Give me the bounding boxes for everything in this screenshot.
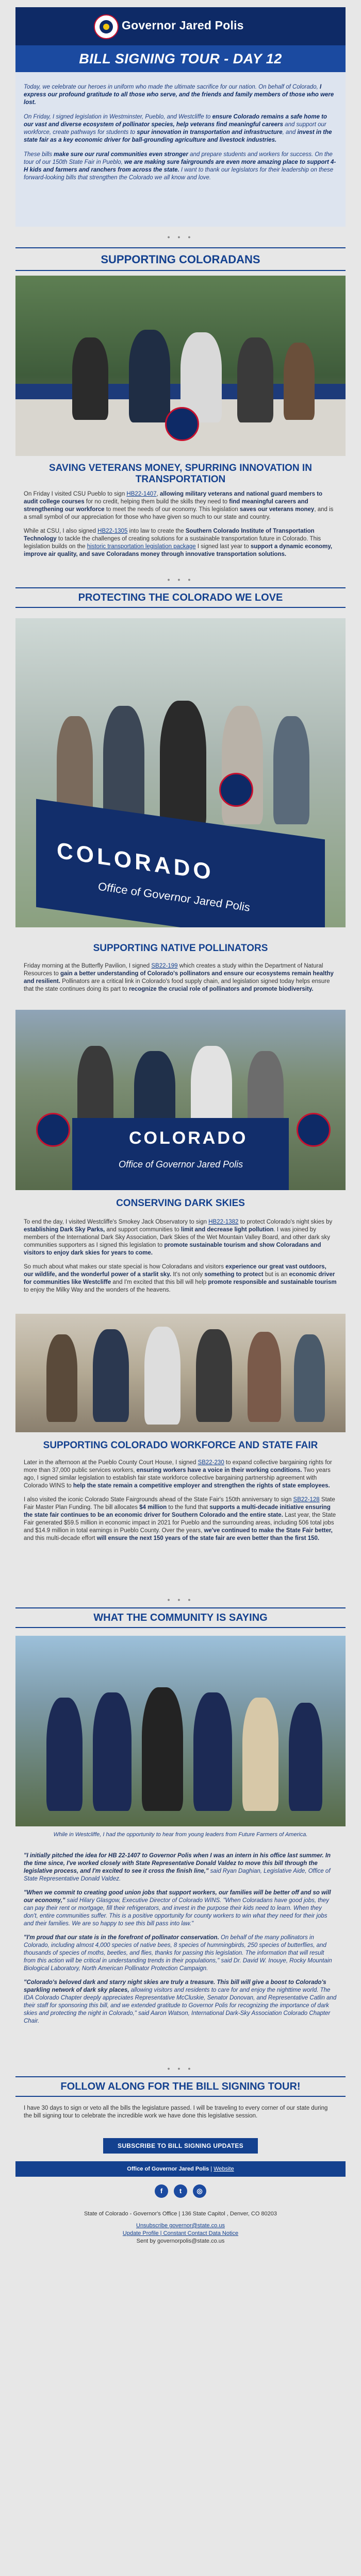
community-quotes	[24, 1852, 337, 2031]
website-link[interactable]: Website	[214, 2166, 234, 2172]
twitter-icon[interactable]: t	[174, 2184, 187, 2198]
divider-dots: ● ● ●	[167, 2066, 194, 2071]
state-fair-text: Later in the afternoon at the Pueblo County Court House, I signed SB22-230 to expand collective bargaining rights for more than 37,000 public services workers, ensuring workers have a voice in their working conditions. Two years ago, I signed similar legislation to establish fair state workforce collective bargaining partnership agreement with Colorado WINS to help the state remain a competitive employer and strengthen the rights of state employees. I also visited the iconic Colorado State Fairgrounds ahead of the State Fair's 150th anniversary to sign SB22-128 State Fair Master Plan Funding. The bill allocates $4 million to the fund that supports a multi-decade initiative ensuring the state fair continues to be an economic driver for Southern Colorado and the entire state. Last year, the State Fair generated $59.5 million in economic impact in 2021 for Pueblo and the surrounding areas, including 506 total jobs and $14.9 million in total earnings in Pueblo County. Over the years, we've continued to make the State Fair better, and this multi-decade effort will ensure the next 150 years of the state fair are even better than the first 150.	[24, 1460, 336, 1541]
intro-paragraph: These bills make sure our rural communities even stronger and prepare students and workers for success. On the tour of our 150th State Fair in Pueblo, we are making sure fairgrounds are even more amazing place to support 4-H kids and farmers and ranchers from across the state. I want to thank our legislators for their leadership on these forward-looking bills that strengthen the Colorado we all know and love.	[24, 151, 336, 181]
section-heading: PROTECTING THE COLORADO WE LOVE	[78, 592, 283, 603]
office-name: Office of Governor Jared Polis	[127, 2166, 209, 2172]
bill-link[interactable]: HB22-1407	[126, 491, 157, 497]
veterans-text: On Friday I visited CSU Pueblo to sign HB22-1407, allowing military veterans and national guard members to audit college courses for no credit, helping them build the skills they need to find meaningful careers and strengthening our workforce to meet the needs of our economy. This legislation saves our veterans money, and is a small symbol of our appreciation for those who have given so much to our state and country. While at CSU, I also signed HB22-1305 into law to create the Southern Colorado Institute of Transportation Technology to tackle the challenges of creating solutions for a sustainable transportation future in Colorado. This legislation builds on the historic transportation legislation package I signed last year to support a dynamic economy, improve air quality, and save Coloradans money through innovative transportation solutions.	[24, 491, 334, 557]
section-rule	[15, 2096, 346, 2097]
office-bar: Office of Governor Jared Polis | Website	[15, 2161, 346, 2177]
quote: "Colorado's beloved dark and starry night skies are truly a treasure. This bill will give a boost to Colorado's sparkling network of dark sky places, allowing visitors and residents to care for and enjoy the nighttime world. The IDA Colorado Chapter deeply appreciates Representative McCluskie, Senator Donovan, and Representative Catlin and their staff for sponsoring this bill, and we extended gratitude to Governor Polis for recognizing the importance of dark skies and protecting the night in Colorado," said Aaron Watson, International Dark-Sky Association Colorado Chapter Chair.	[24, 1979, 337, 2024]
subheading-pollinators: SUPPORTING NATIVE POLLINATORS	[93, 943, 268, 954]
section-rule	[15, 587, 346, 588]
section-rule	[15, 1627, 346, 1628]
divider-dots: ● ● ●	[167, 234, 194, 240]
subheading-veterans: SAVING VETERANS MONEY, SPURRING INNOVATION IN TRANSPORTATION	[49, 463, 312, 485]
section-heading: WHAT THE COMMUNITY IS SAYING	[93, 1612, 268, 1623]
section-rule	[15, 1607, 346, 1608]
photo-csu-pueblo	[15, 276, 346, 456]
bill-link[interactable]: HB22-1305	[97, 528, 128, 534]
quote: "I'm proud that our state is in the forefront of pollinator conservation. On behalf of the many pollinators in Colorado, including almost 4,000 species of native bees, 8 species of hummingbirds, 250 species of butterflies, and thousands of species of moths, beetles, and flies, thanks for passing this legislation. The information that will result from this action will be critical in understanding trends in their populations," said Dr. David W. Inouye, Rocky Mountain Biological Laboratory, North American Pollinator Protection Campaign.	[24, 1935, 332, 1972]
footer	[15, 2210, 346, 2245]
intro-paragraph: On Friday, I signed legislation in Westminster, Pueblo, and Westcliffe to ensure Colorado remains a safe home to our vast and diverse ecosystem of pollinator species, help veterans find meaningful careers and support our workforce, create pathways for students to spur innovation in transportation and infrastructure, and invest in the state fair as a key economic driver for ball-grounding agriculture and livestock industries.	[24, 114, 332, 143]
section-rule	[15, 247, 346, 248]
photo-caption: While in Westcliffe, I had the opportunity to hear from young leaders from Future Farmers of America.	[53, 1832, 308, 1838]
colorado-logo-icon	[94, 14, 119, 39]
instagram-icon[interactable]: ◎	[193, 2184, 206, 2198]
bill-link[interactable]: SB22-199	[151, 963, 178, 969]
governor-name: Governor Jared Polis	[122, 19, 244, 32]
subheading-state-fair: SUPPORTING COLORADO WORKFORCE AND STATE FAIR	[43, 1440, 318, 1451]
section-rule	[15, 270, 346, 271]
photo-future-farmers	[15, 1636, 346, 1826]
intro-paragraph: Today, we celebrate our heroes in uniform who made the ultimate sacrifice for our nation. On behalf of Colorado, I express our profound gratitude to all those who serve, and the friends and family members of those who were lost.	[24, 84, 334, 106]
pollinators-text: Friday morning at the Butterfly Pavilion, I signed SB22-199 which creates a study within the Department of Natural Resources to gain a better understanding of Colorado's pollinators and ensure our ecosystems remain healthy and resilient. Pollinators are a critical link in Colorado's food supply chain, and legislation signed today helps ensure that the state continues doing its part to recognize the crucial role of pollinators and promote biodiversity.	[24, 963, 334, 992]
profile-links[interactable]: Update Profile | Constant Contact Data Notice	[122, 2230, 239, 2236]
section-heading: SUPPORTING COLORADANS	[101, 253, 260, 266]
divider-dots: ● ● ●	[167, 1597, 194, 1602]
photo-smokey-jack-observatory	[15, 1010, 346, 1190]
sent-by: Sent by governorpolis@state.co.us	[136, 2238, 225, 2244]
intro-box	[15, 72, 346, 227]
photo-state-fair	[15, 1314, 346, 1432]
transportation-package-link[interactable]: historic transportation legislation package	[87, 544, 196, 550]
facebook-icon[interactable]: f	[155, 2184, 168, 2198]
banner-office: Office of Governor Jared Polis	[98, 879, 250, 914]
section-rule	[15, 2076, 346, 2077]
quote: "When we commit to creating good union jobs that support workers, our families will be better off and so will our economy," said Hilary Glasgow, Executive Director of Colorado WINS. "When Coloradans have good jobs, they can pay their rent or mortgage, fill their refrigerators, and invest in the purpose their kids need to learn. When they don't, entire communities suffer. This is a positive opportunity for county workers to win what they need for their jobs and their families. We are so happy to see this bill pass into law."	[24, 1890, 331, 1927]
divider-dots: ● ● ●	[167, 577, 194, 582]
bill-link[interactable]: SB22-128	[293, 1497, 320, 1503]
footer-address: State of Colorado - Governor's Office | 136 State Capitol , Denver, CO 80203	[84, 2211, 277, 2217]
unsubscribe-link[interactable]: Unsubscribe governor@state.co.us	[136, 2223, 225, 2229]
subheading-dark-skies: CONSERVING DARK SKIES	[116, 1198, 245, 1209]
subscribe-button[interactable]: SUBSCRIBE TO BILL SIGNING UPDATES	[103, 2138, 258, 2154]
bill-link[interactable]: SB22-230	[198, 1460, 224, 1466]
email-header	[15, 7, 346, 45]
bill-link[interactable]: HB22-1382	[208, 1219, 239, 1225]
banner-office: Office of Governor Jared Polis	[119, 1159, 243, 1170]
dark-skies-text: To end the day, I visited Westcliffe's Smokey Jack Observatory to sign HB22-1382 to protect Colorado's night skies by establishing Dark Sky Parks, and support communities to limit and decrease light pollution. I was joined by members of the International Dark Sky Association, Dark Skies of the Wet Mountain Valley Board, and other dark sky communities supporters as I signed this legislation to promote sustainable tourism and show Coloradans and visitors to enjoy dark skies for years to come. So much about what makes our state special is how Coloradans and visitors experience our great vast outdoors, our wildlife, and the wonderful power of a starlit sky. It's not only something to protect but is an economic driver for communities like Westcliffe and I'm excited that this bill will help promote responsible and sustainable tourism to enjoy the Milky Way and the wonders of the heavens.	[24, 1219, 337, 1293]
banner-colorado: COLORADO	[57, 838, 214, 886]
section-heading: FOLLOW ALONG FOR THE BILL SIGNING TOUR!	[60, 2081, 301, 2092]
photo-butterfly-pavilion	[15, 618, 346, 927]
banner-colorado: COLORADO	[129, 1128, 248, 1148]
section-rule	[15, 607, 346, 608]
follow-text: I have 30 days to sign or veto all the bills the legislature passed. I will be traveling to every corner of our state during the bill signing tour to celebrate the incredible work we have done this legislative session.	[24, 2105, 328, 2119]
tour-title: BILL SIGNING TOUR - DAY 12	[15, 45, 346, 72]
quote: "I initially pitched the idea for HB 22-1407 to Governor Polis when I was an intern in his office last summer. In the time since, I've worked closely with State Representative Donald Valdez to move this bill through the legislative process, and I'm excited to see it cross the finish line," said Ryan Daghian, Legislative Aide, Office of State Representative Donald Valdez.	[24, 1853, 331, 1882]
